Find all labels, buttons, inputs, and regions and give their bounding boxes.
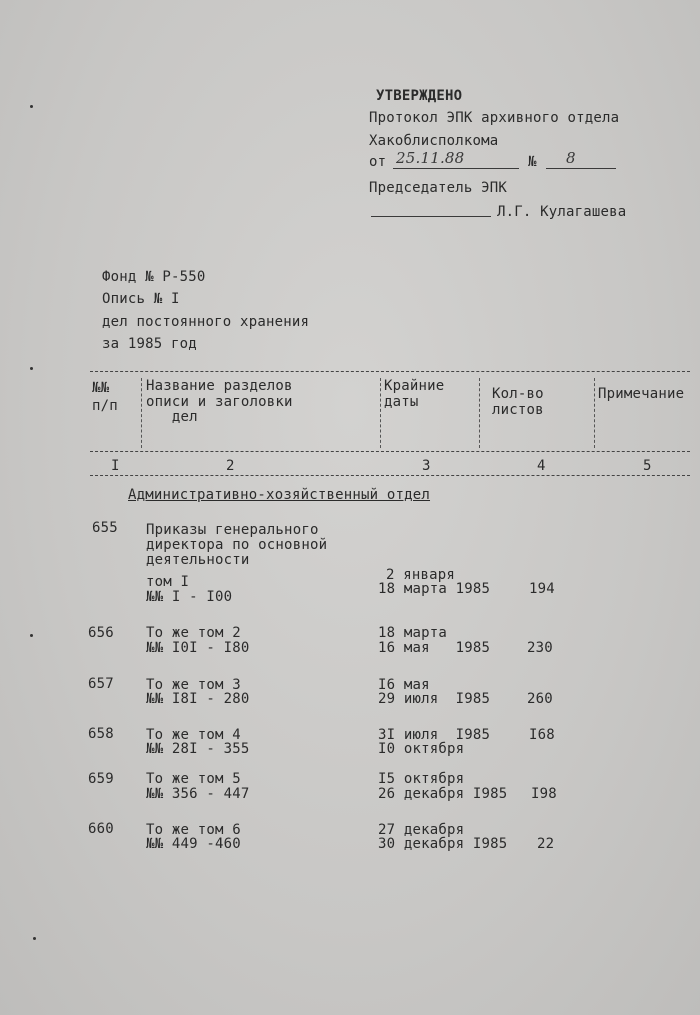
row-title: То же том 6 xyxy=(146,822,241,838)
inventory-year: за 1985 год xyxy=(102,336,197,352)
row-date-end: 16 мая 1985 xyxy=(378,640,491,656)
header-title-l1: Название разделов xyxy=(146,378,293,394)
row-date-end: I0 октября xyxy=(378,741,465,757)
table-header-rule xyxy=(90,451,690,452)
row-number: 658 xyxy=(88,726,114,742)
row-date-start: 27 декабря xyxy=(378,822,465,838)
header-dates-l2: даты xyxy=(384,394,419,410)
row-range: №№ 449 -460 xyxy=(146,836,241,852)
approval-protocol: Протокол ЭПК архивного отдела xyxy=(369,110,620,126)
approval-number-value: 8 xyxy=(566,149,576,167)
row-sheets: I98 xyxy=(531,786,557,802)
chairman-name: Л.Г. Кулагашева xyxy=(497,204,627,220)
row-title: Приказы генерального xyxy=(146,522,319,538)
number-underline xyxy=(546,149,616,169)
header-num-l1: №№ xyxy=(92,380,110,396)
col-number: 3 xyxy=(422,458,431,474)
row-number: 657 xyxy=(88,676,114,692)
row-range: №№ 356 - 447 xyxy=(146,786,250,802)
row-date-end: 26 декабря I985 xyxy=(378,786,508,802)
row-number: 656 xyxy=(88,625,114,641)
row-title: То же том 3 xyxy=(146,677,241,693)
col-number: I xyxy=(111,458,120,474)
row-title: директора по основной xyxy=(146,537,328,553)
approval-org: Хакоблисполкома xyxy=(369,133,499,149)
column-divider xyxy=(479,378,480,448)
header-notes: Примечание xyxy=(598,386,685,402)
row-title: То же том 2 xyxy=(146,625,241,641)
row-date-end: 29 июля I985 xyxy=(378,691,491,707)
row-date-start: 2 января xyxy=(386,567,456,583)
row-title: То же том 4 xyxy=(146,727,241,743)
row-title: деятельности xyxy=(146,552,250,568)
row-number: 660 xyxy=(88,821,114,837)
header-title-l2: описи и заголовки xyxy=(146,394,293,410)
section-heading: Административно-хозяйственный отдел xyxy=(128,487,431,503)
row-date-end: 18 марта 1985 xyxy=(378,581,491,597)
row-date-start: I5 октября xyxy=(378,771,465,787)
scan-speck xyxy=(33,937,36,940)
signature-line xyxy=(371,202,491,217)
header-title-l3: дел xyxy=(146,409,198,425)
row-range: №№ 28I - 355 xyxy=(146,741,250,757)
row-date-start: 3I июля I985 xyxy=(378,727,491,743)
header-sheets-l2: листов xyxy=(492,402,544,418)
row-sheets: 260 xyxy=(527,691,553,707)
row-date-start: I6 мая xyxy=(378,677,430,693)
approval-date-value: 25.11.88 xyxy=(396,149,465,167)
col-number: 5 xyxy=(643,458,652,474)
row-sheets: 194 xyxy=(529,581,555,597)
row-sheets: I68 xyxy=(529,727,555,743)
scan-speck xyxy=(30,367,33,370)
opis-number: Опись № I xyxy=(102,291,180,307)
scan-speck xyxy=(30,105,33,108)
row-range: №№ I8I - 280 xyxy=(146,691,250,707)
row-range: №№ I - I00 xyxy=(146,589,233,605)
approval-number-prefix: № xyxy=(528,154,537,170)
row-date-start: 18 марта xyxy=(378,625,448,641)
approval-date-prefix: от xyxy=(369,154,387,170)
row-title: То же том 5 xyxy=(146,771,241,787)
inventory-description: дел постоянного хранения xyxy=(102,314,310,330)
approval-title: УТВЕРЖДЕНО xyxy=(376,88,463,104)
column-divider xyxy=(594,378,595,448)
col-number: 2 xyxy=(226,458,235,474)
header-num-l2: п/п xyxy=(92,398,118,414)
col-number: 4 xyxy=(537,458,546,474)
fond-number: Фонд № Р-550 xyxy=(102,269,206,285)
row-sheets: 230 xyxy=(527,640,553,656)
chairman-label: Председатель ЭПК xyxy=(369,180,508,196)
scan-speck xyxy=(30,634,33,637)
header-sheets-l1: Кол-во xyxy=(492,386,544,402)
row-number: 659 xyxy=(88,771,114,787)
table-numbers-rule xyxy=(90,475,690,476)
column-divider xyxy=(380,378,381,448)
row-volume: том I xyxy=(146,574,190,590)
row-range: №№ I0I - I80 xyxy=(146,640,250,656)
header-dates-l1: Крайние xyxy=(384,378,445,394)
table-top-rule xyxy=(90,371,690,372)
row-sheets: 22 xyxy=(537,836,555,852)
row-date-end: 30 декабря I985 xyxy=(378,836,508,852)
column-divider xyxy=(141,378,142,448)
row-number: 655 xyxy=(92,520,118,536)
